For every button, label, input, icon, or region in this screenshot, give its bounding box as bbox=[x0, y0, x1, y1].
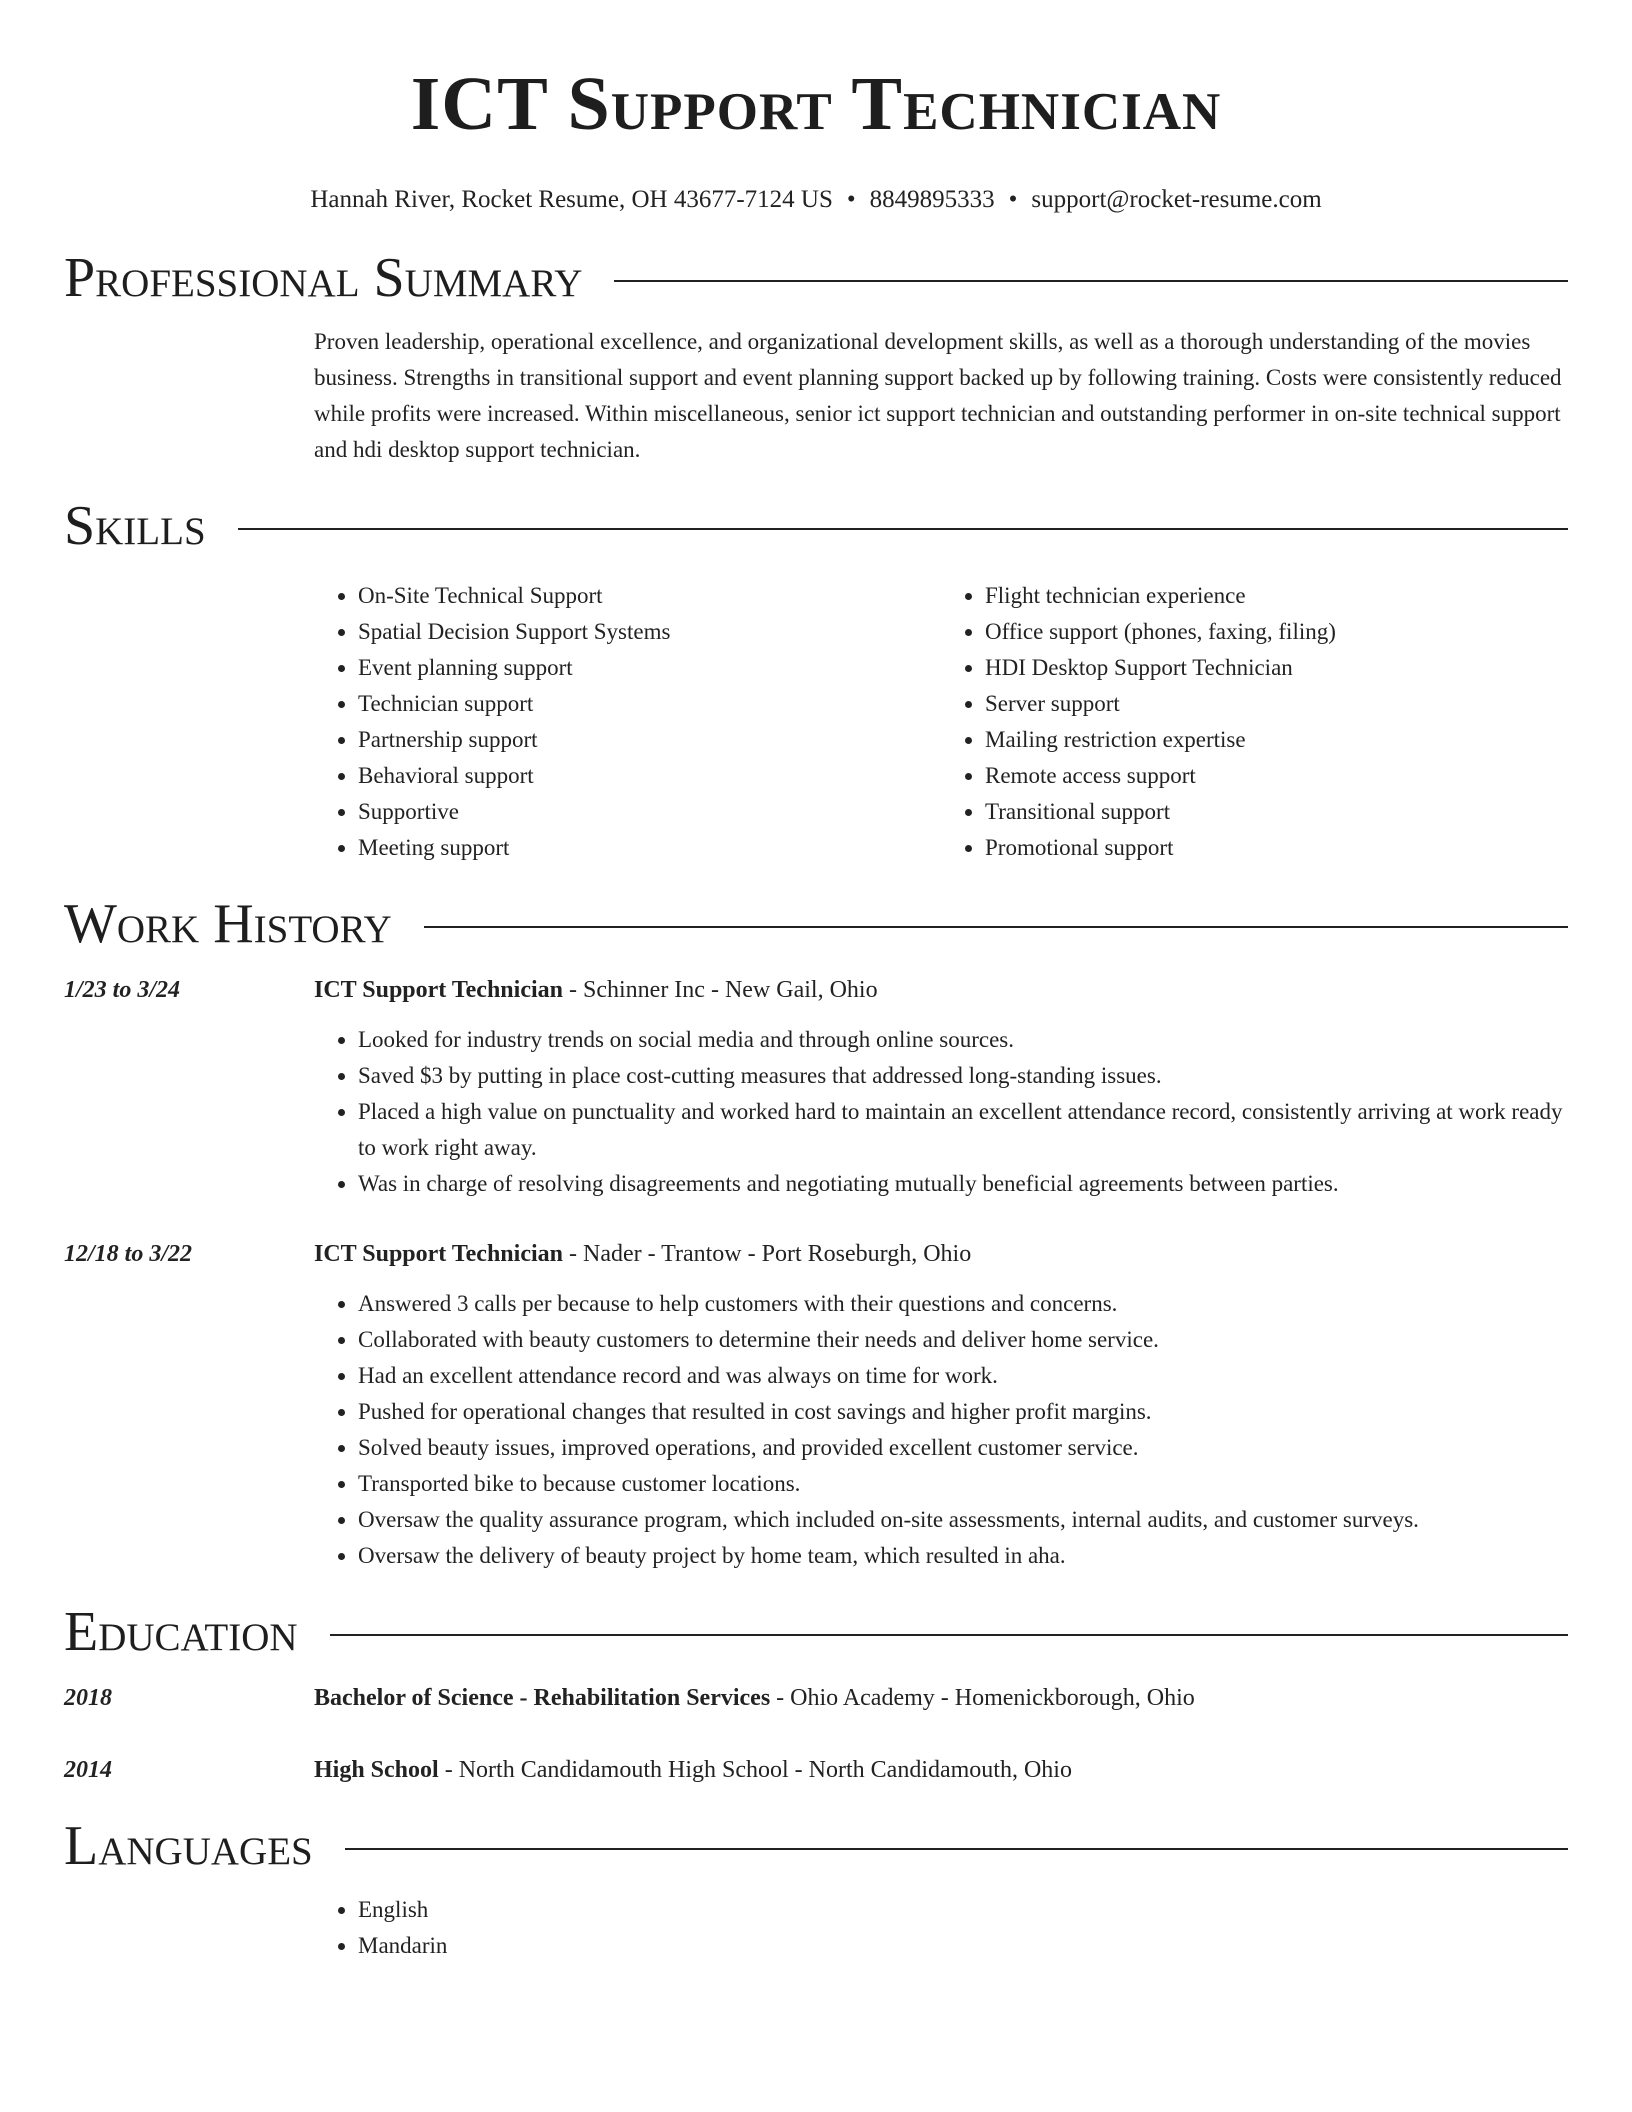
skill-item: • Transitional support bbox=[985, 794, 1568, 830]
education-details: - North Candidamouth High School - North Candidamouth, Ohio bbox=[438, 1757, 1072, 1783]
job-bullet: • Saved $3 by putting in place cost-cutting measures that addressed long-standing issues. bbox=[358, 1058, 1568, 1094]
job-entry bbox=[64, 1236, 1568, 1272]
section-divider bbox=[345, 1848, 1568, 1850]
education-heading: Education bbox=[64, 1601, 298, 1663]
job-entry bbox=[64, 972, 1568, 1008]
work-section-header bbox=[64, 892, 1568, 956]
skill-item: • Spatial Decision Support Systems bbox=[358, 614, 941, 650]
job-bullet: • Oversaw the delivery of beauty project by home team, which resulted in aha. bbox=[358, 1538, 1568, 1574]
job-date: 12/18 to 3/22 bbox=[64, 1241, 193, 1267]
skill-item: • Supportive bbox=[358, 794, 941, 830]
language-item: • Mandarin bbox=[358, 1928, 1568, 1964]
job-bullets bbox=[314, 1286, 1568, 1574]
job-bullet: • Collaborated with beauty customers to determine their needs and deliver home service. bbox=[358, 1322, 1568, 1358]
contact-line bbox=[64, 184, 1568, 216]
skill-item: • Mailing restriction expertise bbox=[985, 722, 1568, 758]
languages-list bbox=[314, 1892, 1568, 1964]
job-bullet: • Pushed for operational changes that resulted in cost savings and higher profit margins. bbox=[358, 1394, 1568, 1430]
skill-item: • Event planning support bbox=[358, 650, 941, 686]
job-title: ICT Support Technician bbox=[314, 1241, 563, 1267]
job-bullet-list bbox=[314, 1286, 1568, 1574]
job-bullet: • Oversaw the quality assurance program, which included on-site assessments, internal audits, and customer surveys. bbox=[358, 1502, 1568, 1538]
job-date: 1/23 to 3/24 bbox=[64, 977, 181, 1003]
contact-email: support@rocket-resume.com bbox=[1031, 186, 1322, 213]
job-bullet: • Placed a high value on punctuality and worked hard to maintain an excellent attendance record, consistently arriving at work ready to work right away. bbox=[358, 1094, 1568, 1166]
skill-item: • HDI Desktop Support Technician bbox=[985, 650, 1568, 686]
summary-heading: Professional Summary bbox=[64, 247, 583, 309]
summary-section-header bbox=[64, 246, 1568, 310]
section-divider bbox=[614, 280, 1568, 282]
resume-page bbox=[64, 0, 1568, 1964]
skills-column-left bbox=[314, 578, 941, 866]
section-divider bbox=[238, 528, 1568, 530]
skills-heading: Skills bbox=[64, 495, 206, 557]
skill-item: • Meeting support bbox=[358, 830, 941, 866]
job-bullets bbox=[314, 1022, 1568, 1202]
contact-separator: • bbox=[846, 186, 856, 213]
skills-section-header bbox=[64, 494, 1568, 558]
contact-phone: 8849895333 bbox=[869, 186, 995, 213]
skill-item: • Server support bbox=[985, 686, 1568, 722]
summary-text: Proven leadership, operational excellence, and organizational development skills, as well as a thorough understanding of the movies business. Strengths in transitional support and event planning support backed up by following training. Costs were consistently reduced while profits were increased. Within miscellaneous, senior ict support technician and outstanding performer in on-site technical support and hdi desktop support technician. bbox=[314, 329, 1562, 462]
job-bullet: • Looked for industry trends on social media and through online sources. bbox=[358, 1022, 1568, 1058]
languages-section-header bbox=[64, 1814, 1568, 1878]
job-role bbox=[314, 972, 878, 1008]
skill-item: • Flight technician experience bbox=[985, 578, 1568, 614]
education-entry bbox=[64, 1680, 1568, 1716]
education-date: 2014 bbox=[64, 1757, 112, 1783]
section-divider bbox=[424, 926, 1568, 928]
job-details: - Nader - Trantow - Port Roseburgh, Ohio bbox=[563, 1241, 972, 1267]
job-bullet-list bbox=[314, 1022, 1568, 1202]
language-item: • English bbox=[358, 1892, 1568, 1928]
resume-title: ICT Support Technician bbox=[410, 62, 1222, 146]
job-bullet: • Had an excellent attendance record and was always on time for work. bbox=[358, 1358, 1568, 1394]
work-heading: Work History bbox=[64, 893, 392, 955]
education-role bbox=[314, 1752, 1072, 1788]
skill-item: • Partnership support bbox=[358, 722, 941, 758]
education-details: - Ohio Academy - Homenickborough, Ohio bbox=[770, 1685, 1195, 1711]
job-bullet: • Was in charge of resolving disagreements and negotiating mutually beneficial agreements between parties. bbox=[358, 1166, 1568, 1202]
job-bullet: • Solved beauty issues, improved operations, and provided excellent customer service. bbox=[358, 1430, 1568, 1466]
skills-column-right bbox=[941, 578, 1568, 866]
contact-separator: • bbox=[1008, 186, 1018, 213]
language-bullet-list bbox=[314, 1892, 1568, 1964]
skill-item: • On-Site Technical Support bbox=[358, 578, 941, 614]
section-divider bbox=[330, 1634, 1568, 1636]
education-degree: Bachelor of Science - Rehabilitation Services bbox=[314, 1685, 771, 1711]
education-section-header bbox=[64, 1600, 1568, 1664]
education-date: 2018 bbox=[64, 1685, 112, 1711]
languages-heading: Languages bbox=[64, 1815, 313, 1877]
skill-item: • Office support (phones, faxing, filing) bbox=[985, 614, 1568, 650]
contact-address: Hannah River, Rocket Resume, OH 43677-7124 US bbox=[310, 186, 833, 213]
education-degree: High School bbox=[314, 1757, 439, 1783]
skill-item: • Remote access support bbox=[985, 758, 1568, 794]
skill-item: • Promotional support bbox=[985, 830, 1568, 866]
job-details: - Schinner Inc - New Gail, Ohio bbox=[563, 977, 878, 1003]
skill-item: • Behavioral support bbox=[358, 758, 941, 794]
job-bullet: • Transported bike to because customer locations. bbox=[358, 1466, 1568, 1502]
skill-item: • Technician support bbox=[358, 686, 941, 722]
education-entry bbox=[64, 1752, 1568, 1788]
job-bullet: • Answered 3 calls per because to help customers with their questions and concerns. bbox=[358, 1286, 1568, 1322]
job-role bbox=[314, 1236, 971, 1272]
education-role bbox=[314, 1680, 1195, 1716]
skills-list bbox=[314, 578, 1568, 866]
job-title: ICT Support Technician bbox=[314, 977, 563, 1003]
